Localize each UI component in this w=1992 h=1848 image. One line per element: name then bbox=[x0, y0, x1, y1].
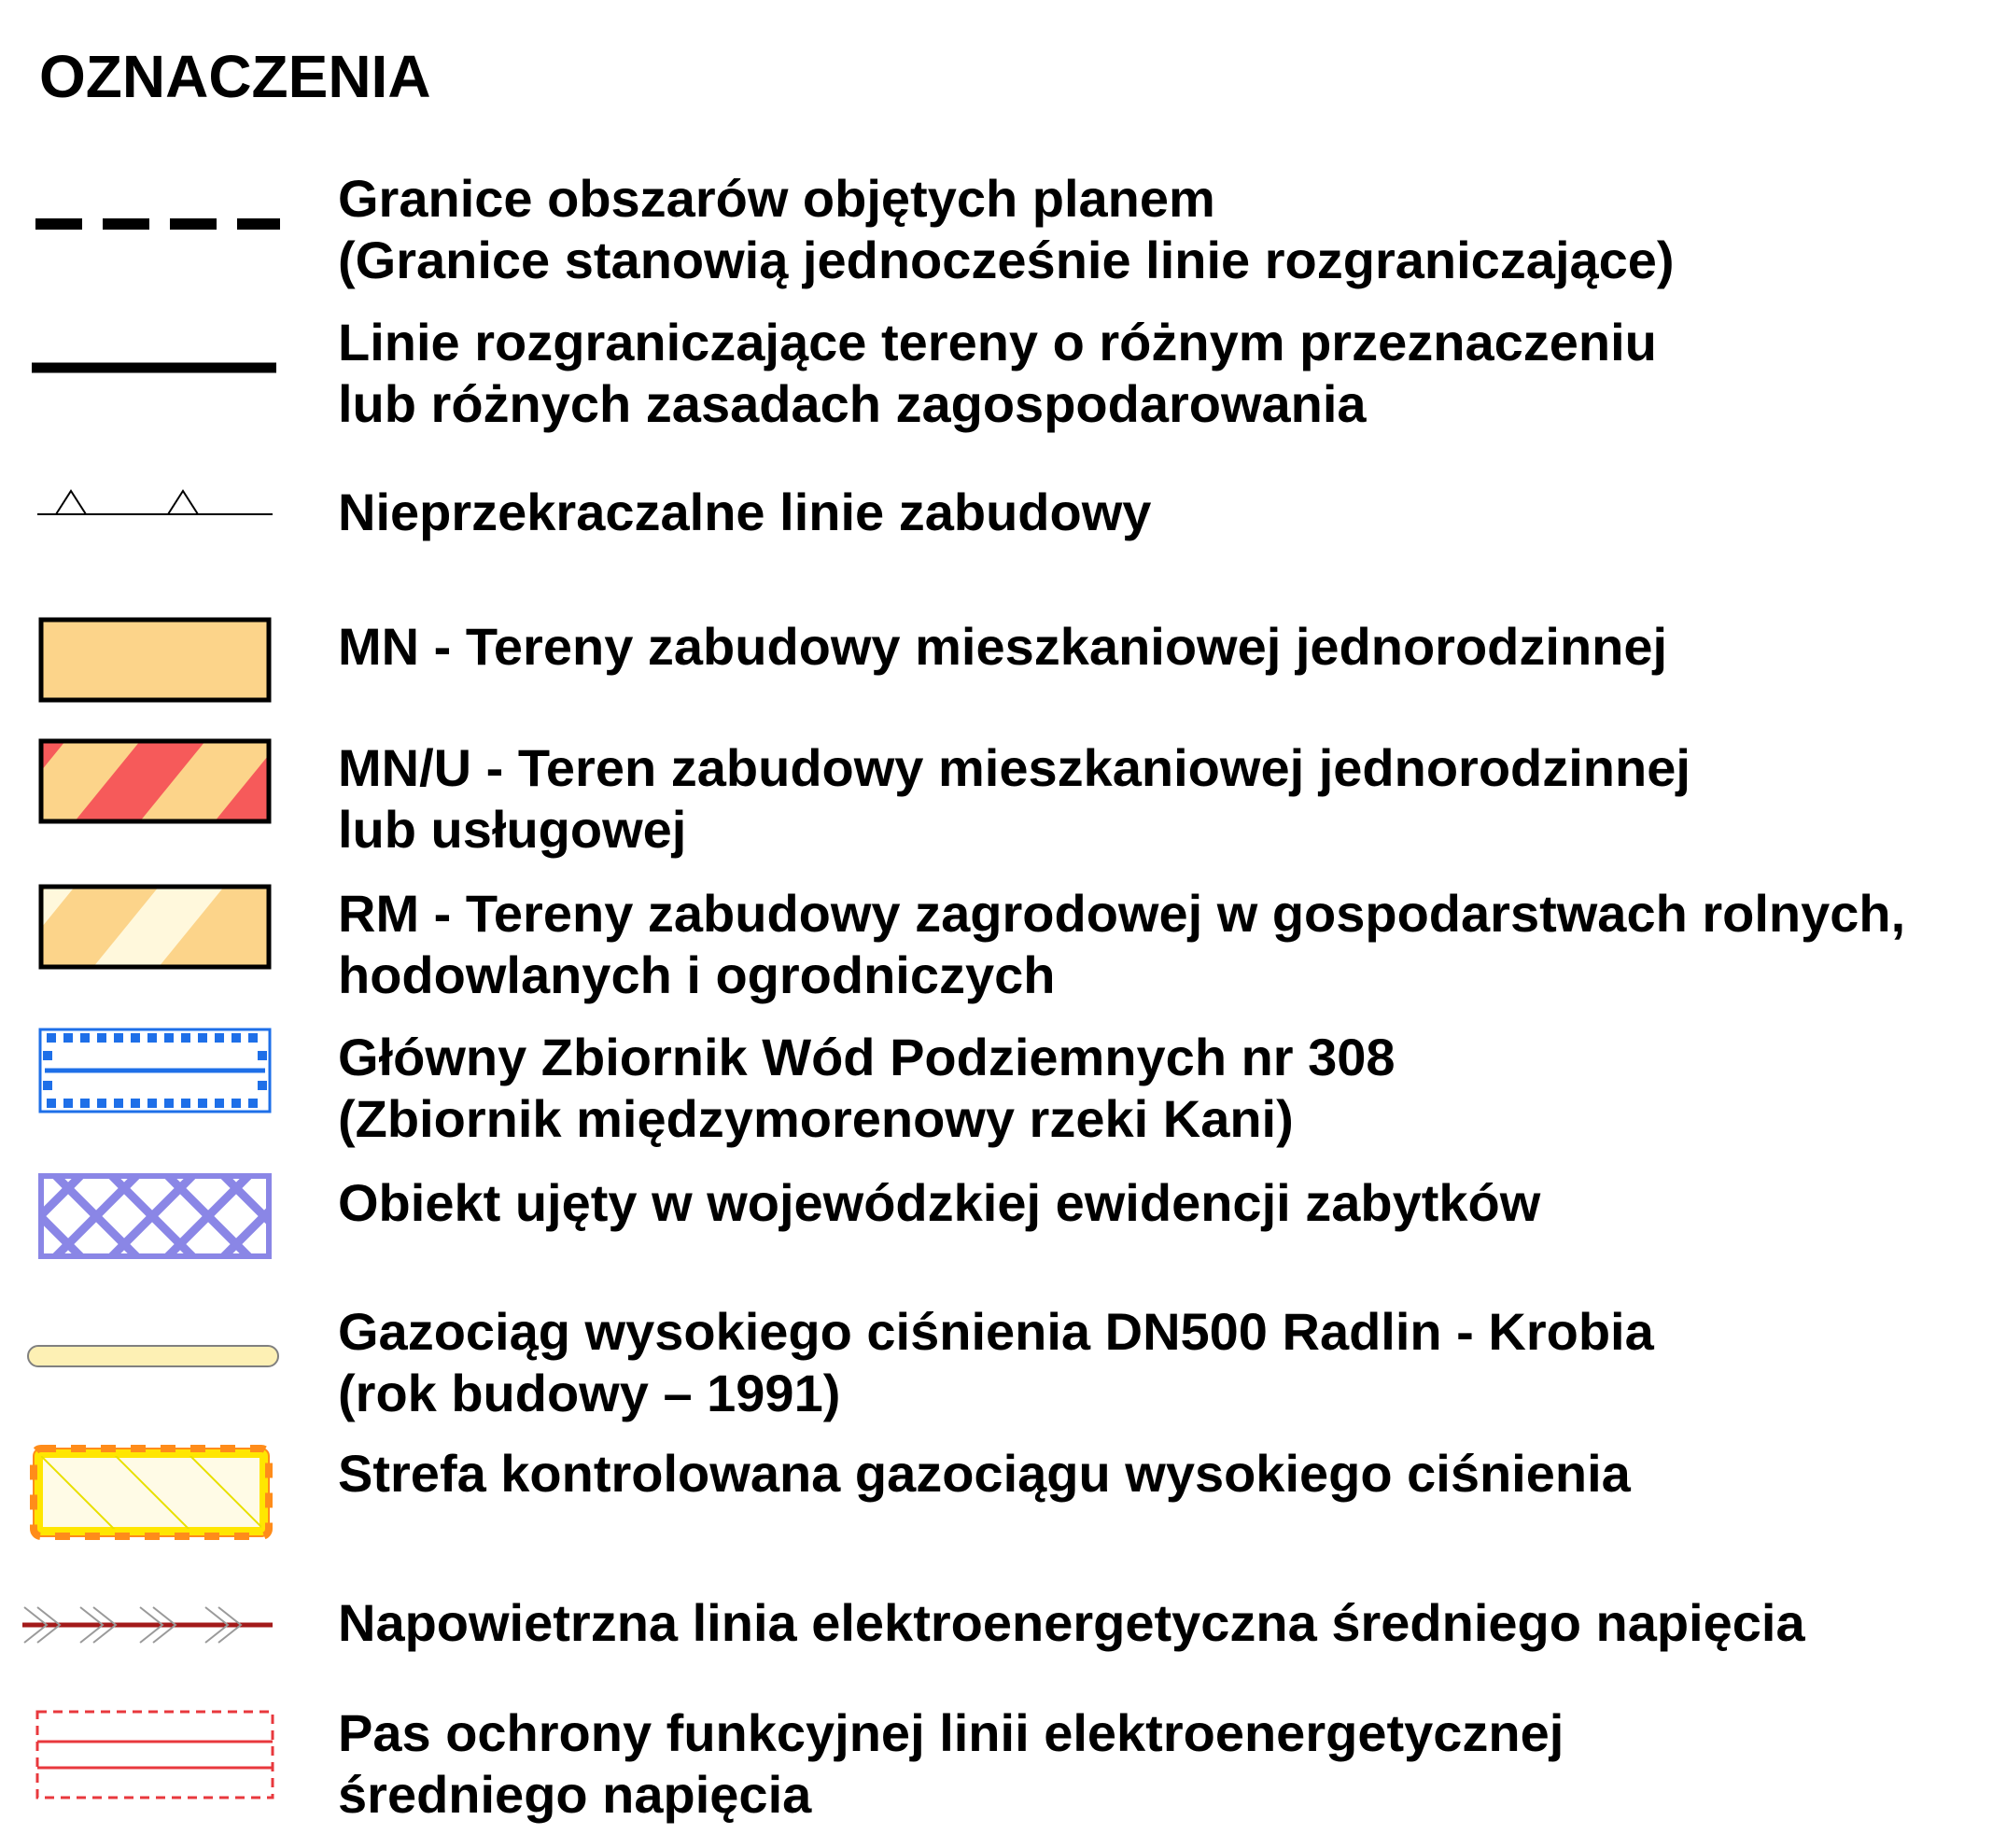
legend-label-line: (rok budowy – 1991) bbox=[338, 1364, 841, 1422]
legend-label bbox=[338, 1592, 1981, 1654]
legend-label bbox=[338, 1702, 1981, 1826]
legend-label bbox=[338, 482, 1981, 543]
red-orange-striped-rectangle-icon bbox=[37, 737, 280, 831]
legend-label bbox=[338, 1301, 1981, 1424]
purple-crosshatch-rectangle-icon bbox=[37, 1172, 280, 1266]
line-with-triangles-icon bbox=[37, 482, 289, 547]
legend-label-line: Napowietrzna linia elektroenergetyczna średniego napięcia bbox=[338, 1593, 1805, 1652]
legend-label-line: Strefa kontrolowana gazociągu wysokiego ciśnienia bbox=[338, 1444, 1631, 1503]
legend-label-line: (Granice stanowią jednocześnie linie rozgraniczające) bbox=[338, 231, 1675, 289]
orange-cream-striped-rectangle-icon bbox=[37, 883, 280, 976]
blue-dashed-border-rectangle-icon bbox=[37, 1027, 280, 1120]
legend-label-line: lub różnych zasadach zagospodarowania bbox=[338, 374, 1367, 433]
legend-label bbox=[338, 1172, 1981, 1234]
legend-label-line: (Zbiornik międzymorenowy rzeki Kani) bbox=[338, 1089, 1294, 1148]
legend-label bbox=[338, 1443, 1981, 1505]
orange-fill-rectangle-icon bbox=[37, 616, 280, 709]
legend-label bbox=[338, 883, 1981, 1006]
legend-label-line: MN/U - Teren zabudowy mieszkaniowej jednorodzinnej bbox=[338, 738, 1690, 797]
legend-label-line: hodowlanych i ogrodniczych bbox=[338, 945, 1056, 1004]
yellow-orange-hatched-rectangle-icon bbox=[28, 1443, 289, 1546]
legend-label-line: Nieprzekraczalne linie zabudowy bbox=[338, 483, 1152, 541]
pale-yellow-rounded-bar-icon bbox=[24, 1301, 286, 1404]
legend-label bbox=[338, 737, 1981, 861]
legend-label-line: Pas ochrony funkcyjnej linii elektroenergetycznej bbox=[338, 1703, 1564, 1762]
legend-label-line: Granice obszarów objętych planem bbox=[338, 169, 1215, 228]
legend-label-line: Obiekt ujęty w wojewódzkiej ewidencji zabytków bbox=[338, 1173, 1541, 1232]
legend-label-line: Gazociąg wysokiego ciśnienia DN500 Radlin - Krobia bbox=[338, 1302, 1654, 1361]
legend-label bbox=[338, 168, 1981, 291]
legend-label-line: średniego napięcia bbox=[338, 1765, 812, 1824]
dark-red-line-with-chevrons-icon bbox=[19, 1592, 289, 1658]
legend-label bbox=[338, 616, 1981, 678]
legend-label-line: Główny Zbiornik Wód Podziemnych nr 308 bbox=[338, 1028, 1396, 1086]
legend-title: OZNACZENIA bbox=[39, 43, 431, 110]
legend-label-line: lub usługowej bbox=[338, 800, 687, 859]
dashed-thick-black-line-icon bbox=[32, 168, 284, 280]
legend-label-line: MN - Tereny zabudowy mieszkaniowej jednorodzinnej bbox=[338, 617, 1668, 676]
legend-label bbox=[338, 1027, 1981, 1150]
legend-label bbox=[338, 312, 1981, 435]
legend-label-line: RM - Tereny zabudowy zagrodowej w gospodarstwach rolnych, bbox=[338, 884, 1906, 943]
red-dashed-belt-icon bbox=[34, 1702, 295, 1814]
legend-label-line: Linie rozgraniczające tereny o różnym przeznaczeniu bbox=[338, 313, 1657, 371]
solid-thick-black-line-icon bbox=[32, 312, 284, 424]
